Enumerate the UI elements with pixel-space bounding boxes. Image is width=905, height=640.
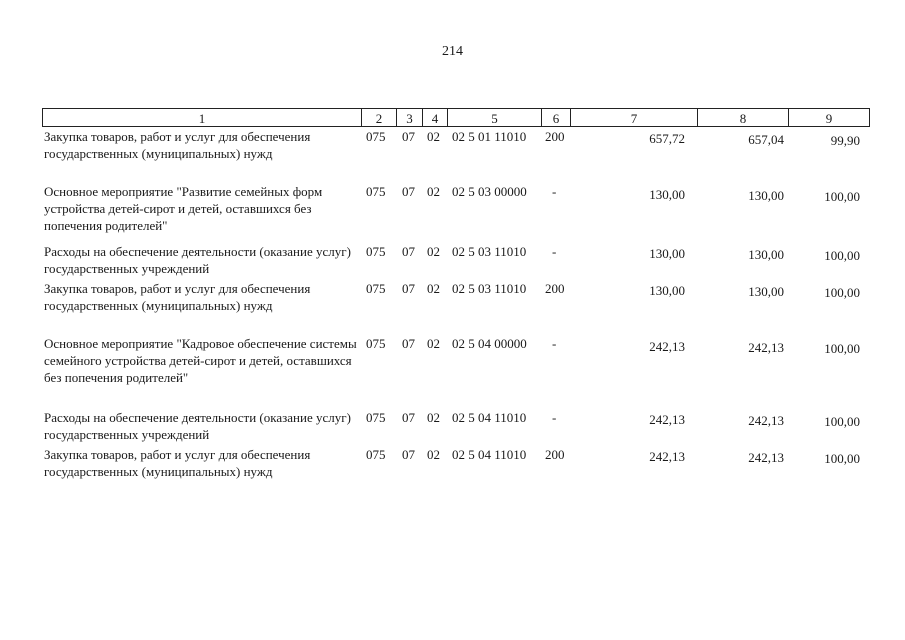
cell-subsection: 02	[427, 447, 440, 462]
cell-target-article: 02 5 03 00000	[452, 184, 527, 199]
row-name: Закупка товаров, работ и услуг для обеспечения государственных (муниципальных) нужд	[44, 447, 311, 479]
cell-expense-type: 200	[545, 281, 565, 296]
row-name: Закупка товаров, работ и услуг для обеспечения государственных (муниципальных) нужд	[44, 129, 311, 161]
cell-expense-type: -	[552, 244, 557, 259]
cell-target-article: 02 5 04 00000	[452, 336, 527, 351]
header-col-2: 2	[361, 109, 396, 126]
cell-ministry-code: 075	[366, 184, 386, 199]
cell-col-8: 242,13	[748, 413, 784, 428]
cell-ministry-code: 075	[366, 129, 386, 144]
cell-col-8: 657,04	[748, 132, 784, 147]
cell-col-9: 100,00	[824, 248, 860, 263]
cell-col-7: 130,00	[649, 187, 685, 202]
cell-section: 07	[402, 336, 415, 351]
page-number: 214	[442, 44, 463, 59]
cell-target-article: 02 5 01 11010	[452, 129, 527, 144]
cell-col-8: 130,00	[748, 247, 784, 262]
cell-expense-type: -	[552, 184, 557, 199]
cell-subsection: 02	[427, 244, 440, 259]
cell-ministry-code: 075	[366, 410, 386, 425]
cell-target-article: 02 5 03 11010	[452, 244, 527, 259]
cell-col-7: 242,13	[649, 449, 685, 464]
row-name: Основное мероприятие "Кадровое обеспечение системы семейного устройства детей-сирот и детей, оставшихся без попечения родителей"	[44, 336, 357, 385]
cell-col-9: 100,00	[824, 341, 860, 356]
cell-section: 07	[402, 244, 415, 259]
cell-expense-type: -	[552, 410, 557, 425]
cell-col-7: 242,13	[649, 339, 685, 354]
cell-expense-type: 200	[545, 447, 565, 462]
header-col-8: 8	[697, 109, 788, 126]
header-col-9: 9	[788, 109, 869, 126]
cell-expense-type: -	[552, 336, 557, 351]
cell-subsection: 02	[427, 281, 440, 296]
cell-subsection: 02	[427, 410, 440, 425]
header-col-7: 7	[570, 109, 697, 126]
cell-target-article: 02 5 04 11010	[452, 447, 527, 462]
cell-col-7: 130,00	[649, 283, 685, 298]
row-name: Основное мероприятие "Развитие семейных форм устройства детей-сирот и детей, оставшихся без попечения родителей"	[44, 184, 323, 233]
cell-subsection: 02	[427, 336, 440, 351]
cell-col-7: 130,00	[649, 246, 685, 261]
cell-section: 07	[402, 447, 415, 462]
header-col-6: 6	[541, 109, 570, 126]
cell-expense-type: 200	[545, 129, 565, 144]
row-name: Закупка товаров, работ и услуг для обеспечения государственных (муниципальных) нужд	[44, 281, 311, 313]
cell-ministry-code: 075	[366, 244, 386, 259]
row-name: Расходы на обеспечение деятельности (оказание услуг) государственных учреждений	[44, 244, 351, 276]
cell-col-8: 242,13	[748, 340, 784, 355]
row-name: Расходы на обеспечение деятельности (оказание услуг) государственных учреждений	[44, 410, 351, 442]
header-col-4: 4	[422, 109, 447, 126]
header-col-5: 5	[447, 109, 541, 126]
cell-section: 07	[402, 281, 415, 296]
cell-target-article: 02 5 03 11010	[452, 281, 527, 296]
cell-col-9: 99,90	[830, 133, 860, 148]
cell-col-8: 130,00	[748, 284, 784, 299]
cell-col-7: 242,13	[649, 412, 685, 427]
cell-col-9: 100,00	[824, 285, 860, 300]
header-col-1: 1	[198, 111, 206, 126]
cell-col-9: 100,00	[824, 414, 860, 429]
cell-col-8: 130,00	[748, 188, 784, 203]
header-col-3: 3	[396, 109, 422, 126]
cell-col-9: 100,00	[824, 451, 860, 466]
cell-ministry-code: 075	[366, 281, 386, 296]
cell-col-7: 657,72	[649, 131, 685, 146]
table-header-row	[42, 108, 870, 127]
cell-col-9: 100,00	[824, 189, 860, 204]
cell-subsection: 02	[427, 129, 440, 144]
cell-target-article: 02 5 04 11010	[452, 410, 527, 425]
cell-ministry-code: 075	[366, 447, 386, 462]
cell-subsection: 02	[427, 184, 440, 199]
cell-col-8: 242,13	[748, 450, 784, 465]
cell-section: 07	[402, 410, 415, 425]
cell-section: 07	[402, 184, 415, 199]
cell-ministry-code: 075	[366, 336, 386, 351]
cell-section: 07	[402, 129, 415, 144]
